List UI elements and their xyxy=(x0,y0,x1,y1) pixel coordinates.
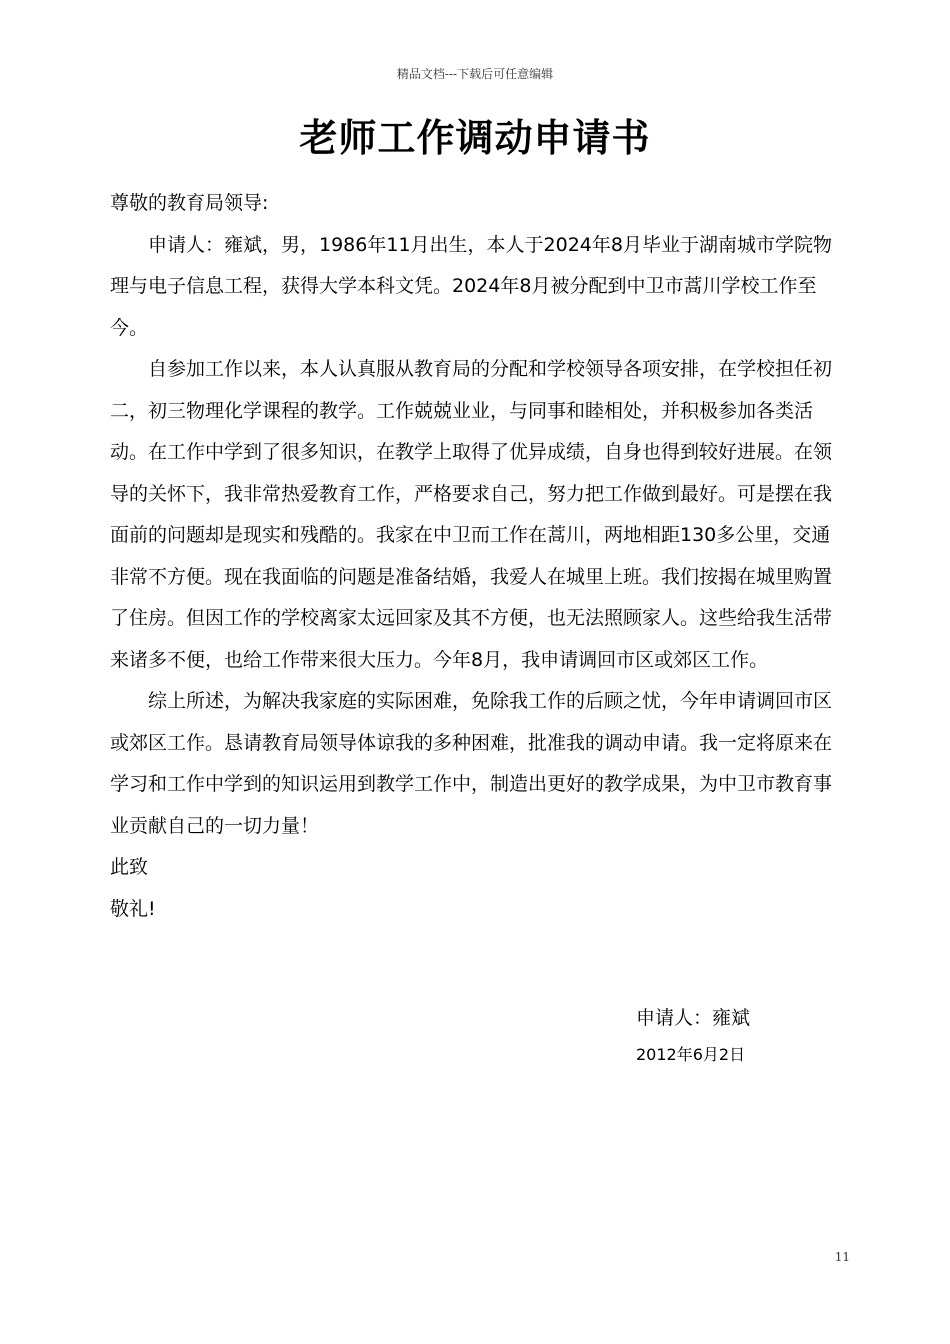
paragraph-applicant-info: 申请人：雍斌，男，1986年11月出生，本人于2024年8月毕业于湖南城市学院物理与电子信息工程，获得大学本科文凭。2024年8月被分配到中卫市蒿川学校工作至今。 xyxy=(110,233,832,339)
paragraph-reasons: 自参加工作以来，本人认真服从教育局的分配和学校领导各项安排，在学校担任初二，初三物理化学课程的教学。工作兢兢业业，与同事和睦相处，并积极参加各类活动。在工作中学到了很多知识，在教学上取得了优异成绩，自身也得到较好进展。在领导的关怀下，我非常热爱教育工作，严格要求自己，努力把工作做到最好。可是摆在我面前的问题却是现实和残酷的。我家在中卫而工作在蒿川，两地相距130多公里，交通非常不方便。现在我面临的问题是准备结婚，我爱人在城里上班。我们按揭在城里购置了住房。但因工作的学校离家太远回家及其不方便，也无法照顾家人。这些给我生活带来诸多不便，也给工作带来很大压力。今年8月，我申请调回市区或郊区工作。 xyxy=(110,358,833,671)
document-title: 老师工作调动申请书 xyxy=(299,115,651,160)
page-header: 精品文档---下载后可任意编辑 xyxy=(396,67,554,81)
page-number: 11 xyxy=(834,1250,850,1264)
closing-cizhi: 此致 xyxy=(110,856,149,878)
salutation: 尊敬的教育局领导: xyxy=(110,192,269,214)
signature-date: 2012年6月2日 xyxy=(636,1045,746,1064)
closing-jingli: 敬礼! xyxy=(110,897,156,920)
paragraph-request: 综上所述，为解决我家庭的实际困难，免除我工作的后顾之忧，今年申请调回市区或郊区工作。恳请教育局领导体谅我的多种困难，批准我的调动申请。我一定将原来在学习和工作中学到的知识运用到教学工作中，制造出更好的教学成果，为中卫市教育事业贡献自己的一切力量！ xyxy=(110,690,833,837)
signature-block xyxy=(636,998,896,1072)
document-body xyxy=(110,183,840,930)
applicant-signature: 申请人：雍斌 xyxy=(636,1007,751,1029)
